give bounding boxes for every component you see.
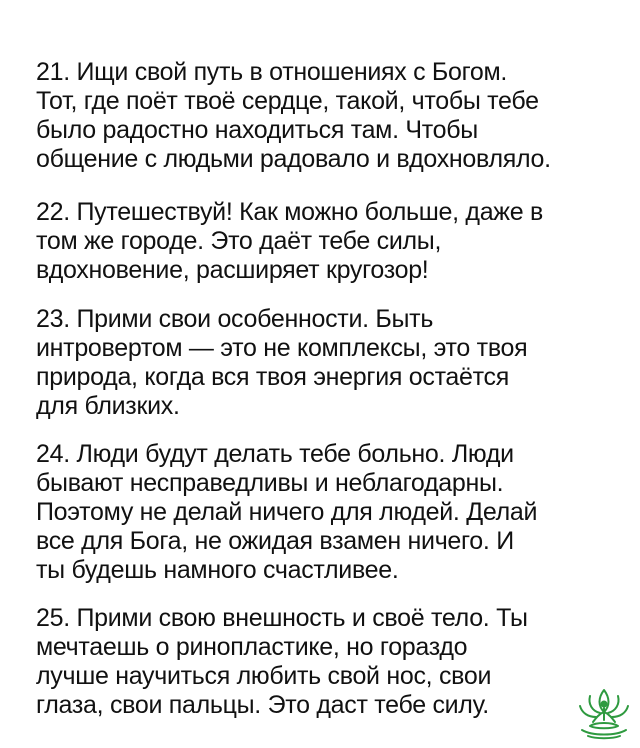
- text-line: было радостно находиться там. Чтобы: [36, 116, 478, 144]
- text-line: Поэтому не делай ничего для людей. Делай: [36, 498, 538, 526]
- text-line: 21. Ищи свой путь в отношениях с Богом.: [36, 58, 508, 86]
- text-line: мечтаешь о ринопластике, но гораздо: [36, 633, 468, 661]
- paragraph-25: [36, 604, 616, 720]
- text-line: общение с людьми радовало и вдохновляло.: [36, 145, 551, 173]
- paragraph-23: [36, 305, 616, 421]
- paragraph-22: [36, 198, 616, 285]
- text-line: бывают несправедливы и неблагодарны.: [36, 469, 504, 497]
- text-line: вдохновение, расширяет кругозор!: [36, 256, 429, 284]
- text-line: ты будешь намного счастливее.: [36, 556, 399, 584]
- text-line: 24. Люди будут делать тебе больно. Люди: [36, 440, 514, 468]
- paragraph-24: [36, 440, 616, 585]
- text-line: том же городе. Это даёт тебе силы,: [36, 227, 442, 255]
- text-line: глаза, свои пальцы. Это даст тебе силу.: [36, 691, 489, 719]
- text-line: 22. Путешествуй! Как можно больше, даже в: [36, 198, 543, 226]
- text-line: для близких.: [36, 392, 180, 420]
- text-line: Тот, где поёт твоё сердце, такой, чтобы тебе: [36, 87, 539, 115]
- text-line: природа, когда вся твоя энергия остаётся: [36, 363, 509, 391]
- text-line: лучше научиться любить свой нос, свои: [36, 662, 492, 690]
- text-line: интровертом — это не комплексы, это твоя: [36, 334, 528, 362]
- meditation-lotus-icon: [574, 686, 634, 742]
- text-line: 25. Прими свою внешность и своё тело. Ты: [36, 604, 528, 632]
- paragraph-21: [36, 58, 616, 174]
- text-line: все для Бога, не ожидая взамен ничего. И: [36, 527, 514, 555]
- text-line: 23. Прими свои особенности. Быть: [36, 305, 434, 333]
